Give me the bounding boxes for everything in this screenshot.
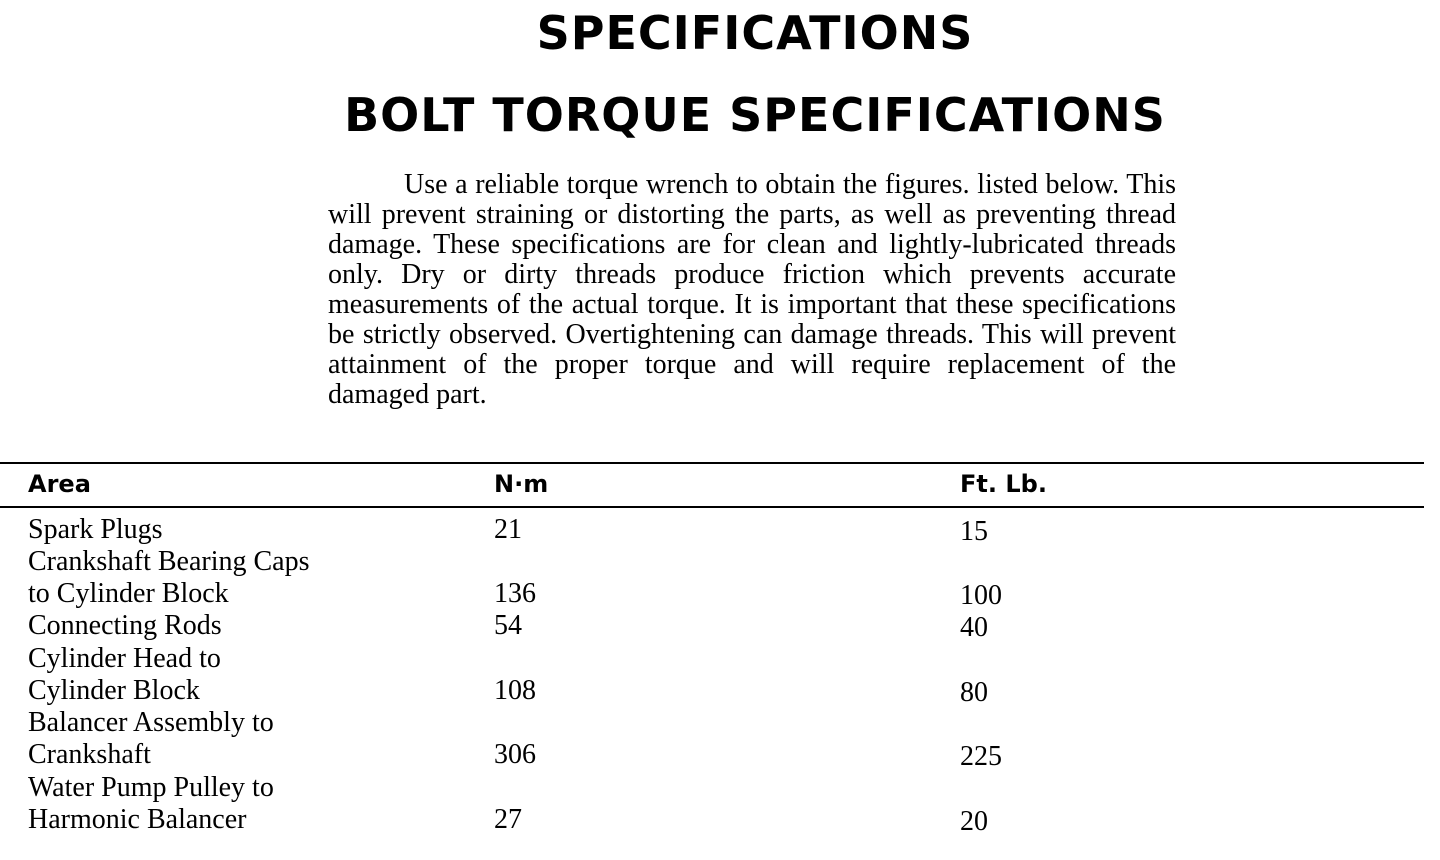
ftlb-cell: 15	[960, 516, 988, 547]
ftlb-cell: 40	[960, 612, 988, 643]
page-title: SPECIFICATIONS	[536, 6, 974, 60]
ftlb-cell: 225	[960, 741, 1002, 772]
area-cell: Crankshaft Bearing Caps	[28, 546, 310, 577]
nm-cell: 54	[494, 610, 522, 641]
ftlb-cell: 100	[960, 580, 1002, 611]
area-cell: Connecting Rods	[28, 610, 222, 641]
nm-cell: 108	[494, 675, 536, 706]
nm-cell: 27	[494, 804, 522, 835]
nm-cell: 136	[494, 578, 536, 609]
area-cell-continued: Crankshaft	[28, 739, 151, 770]
area-cell-continued: Cylinder Block	[28, 675, 200, 706]
section-title: BOLT TORQUE SPECIFICATIONS	[344, 88, 1166, 142]
table-top-rule	[0, 462, 1424, 464]
header-ftlb: Ft. Lb.	[960, 470, 1047, 498]
intro-paragraph	[328, 170, 1176, 410]
nm-cell: 21	[494, 514, 522, 545]
area-cell: Water Pump Pulley to	[28, 772, 274, 803]
table-header-rule	[0, 506, 1424, 508]
area-cell: Balancer Assembly to	[28, 707, 274, 738]
ftlb-cell: 80	[960, 677, 988, 708]
area-cell-continued: to Cylinder Block	[28, 578, 229, 609]
area-cell-continued: Harmonic Balancer	[28, 804, 247, 835]
header-nm: N·m	[494, 470, 549, 498]
nm-cell: 306	[494, 739, 536, 770]
header-area: Area	[28, 470, 91, 498]
intro-text: Use a reliable torque wrench to obtain the figures. listed below. This will prevent straining or distorting the parts, as well as preventing thread damage. These specifications are for clean and lightly-lubricated threads only. Dry or dirty threads produce friction which prevents accurate measurements of the actual torque. It is important that these specifications be strictly observed. Overtightening can damage threads. This will prevent attainment of the proper torque and will require replacement of the damaged part.	[328, 169, 1176, 410]
ftlb-cell: 20	[960, 806, 988, 837]
area-cell: Cylinder Head to	[28, 643, 221, 674]
area-cell: Spark Plugs	[28, 514, 163, 545]
